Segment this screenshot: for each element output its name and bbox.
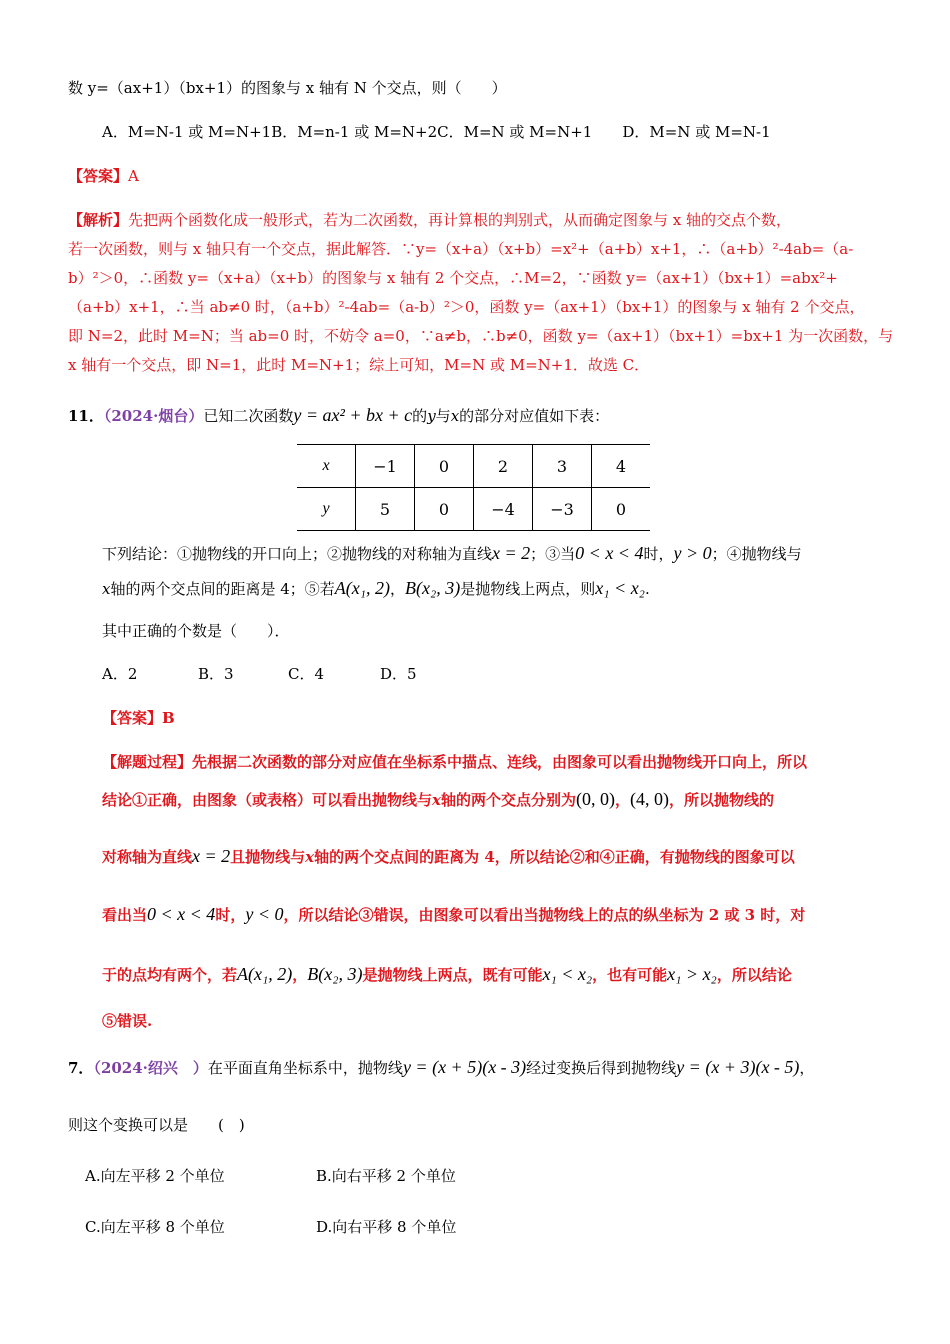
table-row-y [297, 488, 650, 531]
table-header-y: y [297, 488, 356, 531]
q11-solution-line-2: 结论①正确，由图象（或表格）可以看出抛物线与x轴的两个交点分别为(0, 0)，(4, 0)，所以抛物线的 [102, 789, 775, 809]
prev-analysis-line-2: 若一次函数，则与 x 轴只有一个交点，据此解答．∵y=（x+a）（x+b）=x²+（a+b）x+1，∴（a+b）²-4ab=（a- [68, 240, 854, 258]
q11-conclusions-line-1: 下列结论：①抛物线的开口向上；②抛物线的对称轴为直线x = 2；③当0 < x < 4时，y > 0；④抛物线与 [102, 543, 802, 563]
q11-stem: 11．（2024·烟台）已知二次函数y = ax² + bx + c的y与x的部分对应值如下表： [68, 405, 610, 425]
q11-option-c: C．4 [288, 665, 325, 683]
table-cell: 4 [592, 445, 651, 488]
solution-label: 【解题过程】 [102, 753, 193, 771]
table-row-x [297, 445, 650, 488]
prev-analysis-line-5: 即 N=2，此时 M=N；当 ab=0 时，不妨令 a=0，∵a≠b，∴b≠0，函数 y=（ax+1）（bx+1）=bx+1 为一次函数，与 [68, 327, 894, 345]
table-cell: 0 [592, 488, 651, 531]
q11-question: 其中正确的个数是（ ）． [102, 622, 290, 640]
analysis-label: 【解析】 [68, 211, 129, 229]
q7-option-b: B.向右平移 2 个单位 [316, 1167, 456, 1185]
table-cell: 2 [474, 445, 533, 488]
q11-solution-line-1: 【解题过程】先根据二次函数的部分对应值在坐标系中描点、连线，由图象可以看出抛物线开口向上，所以 [102, 753, 808, 771]
prev-answer [68, 165, 139, 187]
q7-stem-line-2: 则这个变换可以是 ( ) [68, 1116, 245, 1134]
question-number: 7． [68, 1059, 94, 1077]
table-cell: 0 [415, 445, 474, 488]
answer-label: 【答案】 [102, 709, 163, 727]
q11-option-b: B．3 [198, 665, 234, 683]
answer-label: 【答案】 [68, 167, 129, 185]
q11-solution-line-3: 对称轴为直线x = 2且抛物线与x轴的两个交点间的距离为 4，所以结论②和④正确，有抛物线的图象可以 [102, 846, 795, 866]
q11-option-a: A．2 [102, 665, 138, 683]
q7-option-a: A.向左平移 2 个单位 [85, 1167, 225, 1185]
value-table [297, 444, 650, 531]
q11-solution-line-6: ⑤错误. [102, 1012, 153, 1030]
question-source: （2024·绍兴 ） [93, 1059, 208, 1077]
table-cell: 3 [533, 445, 592, 488]
q11-conclusions-line-2: x轴的两个交点间的距离是 4；⑤若A(x₁, 2)，B(x₂, 3)是抛物线上两点，则x₁ < x₂. [102, 578, 650, 598]
q11-option-d: D．5 [380, 665, 417, 683]
prev-question-stem: 数 y=（ax+1）（bx+1）的图象与 x 轴有 N 个交点，则（ ） [68, 79, 507, 97]
formula: y = ax² + bx + c [293, 405, 413, 425]
q11-solution-line-4: 看出当0 < x < 4时，y < 0，所以结论③错误，由图象可以看出当抛物线上的点的纵坐标为 2 或 3 时，对 [102, 904, 806, 924]
table-cell: −3 [533, 488, 592, 531]
table-cell: −4 [474, 488, 533, 531]
q7-stem: 7．（2024·绍兴 ）在平面直角坐标系中，抛物线y = (x + 5)(x - 3)经过变换后得到抛物线y = (x + 3)(x - 5)， [68, 1057, 815, 1077]
q7-option-c: C.向左平移 8 个单位 [85, 1218, 225, 1236]
question-number: 11． [68, 407, 104, 425]
table-cell: 5 [356, 488, 415, 531]
table-header-x: x [297, 445, 356, 488]
answer-value: B [162, 709, 175, 727]
question-source: （2024·烟台） [103, 407, 204, 425]
table-cell: 0 [415, 488, 474, 531]
q7-option-d: D.向右平移 8 个单位 [316, 1218, 457, 1236]
prev-analysis-line-4: （a+b）x+1，∴当 ab≠0 时，（a+b）²-4ab=（a-b）²＞0，函数 y=（ax+1）（bx+1）的图象与 x 轴有 2 个交点， [68, 298, 865, 316]
prev-question-options: A．M=N-1 或 M=N+1B．M=n-1 或 M=N+2C．M=N 或 M=N+1 D．M=N 或 M=N-1 [102, 123, 771, 141]
prev-analysis-line-6: x 轴有一个交点，即 N=1，此时 M=N+1；综上可知，M=N 或 M=N+1．故选 C． [68, 356, 650, 374]
q11-answer [102, 707, 175, 729]
prev-analysis-line-1: 【解析】先把两个函数化成一般形式，若为二次函数，再计算根的判别式，从而确定图象与 x 轴的交点个数， [68, 211, 792, 229]
table-cell: −1 [356, 445, 415, 488]
prev-analysis-line-3: b）²＞0，∴函数 y=（x+a）（x+b）的图象与 x 轴有 2 个交点，∴M=2，∵函数 y=（ax+1）（bx+1）=abx²+ [68, 269, 838, 287]
answer-value: A [128, 167, 139, 185]
q11-solution-line-5: 于的点均有两个，若A(x₁, 2)，B(x₂, 3)是抛物线上两点，既有可能x₁ < x₂，也有可能x₁ > x₂，所以结论 [102, 964, 792, 984]
